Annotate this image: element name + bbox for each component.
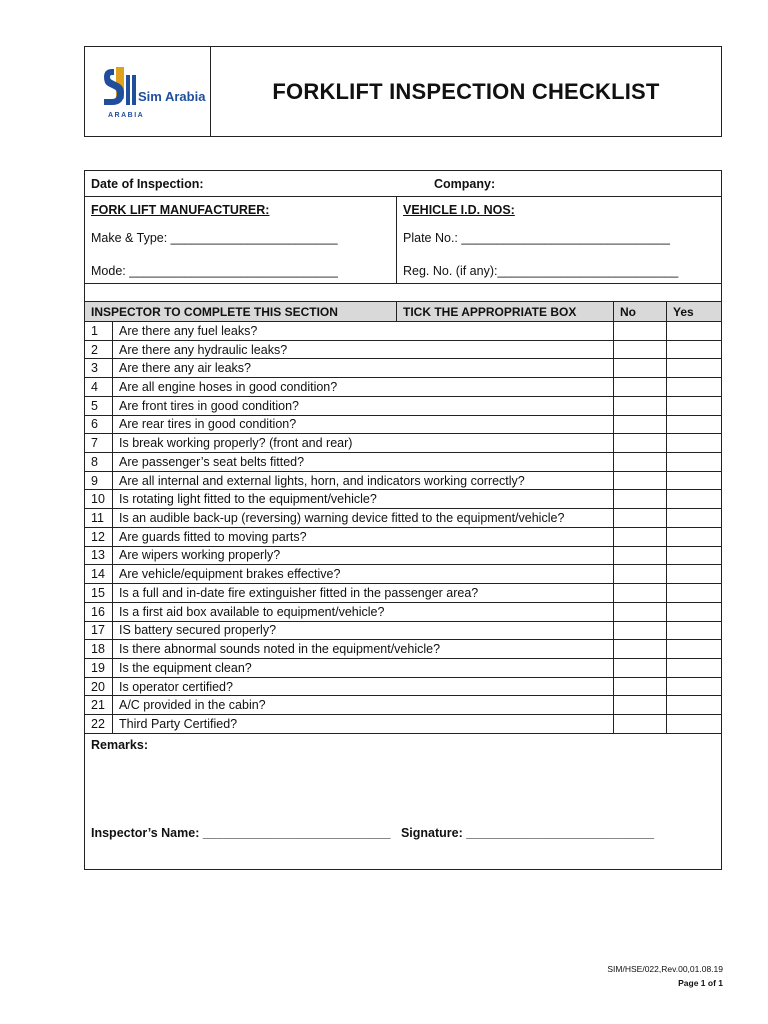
page-title: FORKLIFT INSPECTION CHECKLIST <box>272 78 660 104</box>
vehicle-id-section <box>397 197 721 283</box>
checklist-row <box>85 509 721 528</box>
yes-checkbox[interactable] <box>667 528 721 546</box>
checklist-row <box>85 416 721 435</box>
date-company-row <box>85 171 721 197</box>
sim-arabia-logo-icon <box>100 59 205 125</box>
question-text: Are passenger’s seat belts fitted? <box>113 453 614 471</box>
reg-no-field[interactable]: Reg. No. (if any):__________________________ <box>403 264 679 278</box>
yes-checkbox[interactable] <box>667 584 721 602</box>
question-text: Is a full and in-date fire extinguisher fitted in the passenger area? <box>113 584 614 602</box>
question-number: 3 <box>85 359 113 377</box>
question-text: Are all internal and external lights, horn, and indicators working correctly? <box>113 472 614 490</box>
no-checkbox[interactable] <box>614 359 667 377</box>
no-checkbox[interactable] <box>614 565 667 583</box>
no-checkbox[interactable] <box>614 528 667 546</box>
question-text: Is an audible back-up (reversing) warning device fitted to the equipment/vehicle? <box>113 509 614 527</box>
question-text: Are there any air leaks? <box>113 359 614 377</box>
question-number: 12 <box>85 528 113 546</box>
inspector-name-field[interactable]: Inspector’s Name: ___________________________ <box>91 825 391 840</box>
checklist-row <box>85 715 721 734</box>
no-checkbox[interactable] <box>614 659 667 677</box>
checklist-questions <box>85 322 721 734</box>
document-footer <box>607 962 723 990</box>
no-checkbox[interactable] <box>614 603 667 621</box>
signature-line <box>91 826 654 840</box>
question-text: Is a first aid box available to equipment/vehicle? <box>113 603 614 621</box>
plate-no-field[interactable]: Plate No.: ______________________________ <box>403 231 670 245</box>
question-number: 22 <box>85 715 113 733</box>
question-number: 6 <box>85 416 113 434</box>
checklist-row <box>85 453 721 472</box>
checklist-row <box>85 678 721 697</box>
question-text: Are wipers working properly? <box>113 547 614 565</box>
yes-checkbox[interactable] <box>667 640 721 658</box>
checklist-row <box>85 490 721 509</box>
checklist-row <box>85 603 721 622</box>
question-text: Is break working properly? (front and rear) <box>113 434 614 452</box>
yes-column-heading: Yes <box>673 304 694 319</box>
model-field[interactable]: Mode: ______________________________ <box>91 264 338 278</box>
no-checkbox[interactable] <box>614 397 667 415</box>
vehicle-id-heading: VEHICLE I.D. NOS: <box>403 203 515 217</box>
no-checkbox[interactable] <box>614 434 667 452</box>
checklist-row <box>85 359 721 378</box>
question-number: 7 <box>85 434 113 452</box>
checklist-row <box>85 322 721 341</box>
svg-text:Sim Arabia: Sim Arabia <box>137 88 205 104</box>
yes-checkbox[interactable] <box>667 715 721 733</box>
yes-checkbox[interactable] <box>667 622 721 640</box>
no-checkbox[interactable] <box>614 453 667 471</box>
checklist-row <box>85 378 721 397</box>
checklist-row <box>85 547 721 566</box>
yes-checkbox[interactable] <box>667 453 721 471</box>
inspector-section-heading: INSPECTOR TO COMPLETE THIS SECTION <box>85 302 397 321</box>
no-checkbox[interactable] <box>614 341 667 359</box>
question-text: Is the equipment clean? <box>113 659 614 677</box>
question-text: Is operator certified? <box>113 678 614 696</box>
question-number: 13 <box>85 547 113 565</box>
question-text: Are there any hydraulic leaks? <box>113 341 614 359</box>
no-checkbox[interactable] <box>614 584 667 602</box>
checklist-row <box>85 584 721 603</box>
yes-checkbox[interactable] <box>667 359 721 377</box>
no-checkbox[interactable] <box>614 696 667 714</box>
checklist-row <box>85 659 721 678</box>
yes-checkbox[interactable] <box>667 603 721 621</box>
question-text: Are vehicle/equipment brakes effective? <box>113 565 614 583</box>
document-reference: SIM/HSE/022,Rev.00,01.08.19 <box>607 964 723 974</box>
question-number: 5 <box>85 397 113 415</box>
document-header <box>84 46 722 137</box>
yes-checkbox[interactable] <box>667 659 721 677</box>
no-checkbox[interactable] <box>614 472 667 490</box>
no-checkbox[interactable] <box>614 509 667 527</box>
page-number: Page 1 of 1 <box>678 978 723 988</box>
question-number: 8 <box>85 453 113 471</box>
question-number: 18 <box>85 640 113 658</box>
company-logo <box>85 47 211 136</box>
yes-checkbox[interactable] <box>667 565 721 583</box>
checklist-row <box>85 640 721 659</box>
checklist-row <box>85 397 721 416</box>
question-number: 19 <box>85 659 113 677</box>
yes-checkbox[interactable] <box>667 472 721 490</box>
checklist-row <box>85 528 721 547</box>
remarks-section <box>85 734 721 869</box>
company-label[interactable]: Company: <box>434 176 496 191</box>
question-number: 4 <box>85 378 113 396</box>
no-checkbox[interactable] <box>614 322 667 340</box>
checklist-row <box>85 565 721 584</box>
yes-checkbox[interactable] <box>667 696 721 714</box>
manufacturer-vehicle-row <box>85 197 721 284</box>
manufacturer-heading: FORK LIFT MANUFACTURER: <box>91 203 270 217</box>
question-number: 9 <box>85 472 113 490</box>
no-checkbox[interactable] <box>614 416 667 434</box>
question-number: 14 <box>85 565 113 583</box>
yes-checkbox[interactable] <box>667 490 721 508</box>
checklist-header-row <box>85 302 721 322</box>
remarks-label[interactable]: Remarks: <box>91 737 148 752</box>
yes-checkbox[interactable] <box>667 378 721 396</box>
question-number: 15 <box>85 584 113 602</box>
checklist-row <box>85 622 721 641</box>
date-of-inspection-label[interactable]: Date of Inspection: <box>91 176 204 191</box>
yes-checkbox[interactable] <box>667 434 721 452</box>
checklist-row <box>85 341 721 360</box>
no-checkbox[interactable] <box>614 715 667 733</box>
question-text: Is rotating light fitted to the equipment/vehicle? <box>113 490 614 508</box>
no-checkbox[interactable] <box>614 490 667 508</box>
tick-box-heading: TICK THE APPROPRIATE BOX <box>397 302 614 321</box>
question-number: 10 <box>85 490 113 508</box>
checklist-row <box>85 472 721 491</box>
question-text: Are rear tires in good condition? <box>113 416 614 434</box>
question-text: IS battery secured properly? <box>113 622 614 640</box>
inspection-form <box>84 170 722 870</box>
question-text: A/C provided in the cabin? <box>113 696 614 714</box>
no-checkbox[interactable] <box>614 547 667 565</box>
question-number: 21 <box>85 696 113 714</box>
no-column-heading: No <box>614 302 667 321</box>
no-checkbox[interactable] <box>614 678 667 696</box>
question-number: 11 <box>85 509 113 527</box>
question-text: Third Party Certified? <box>113 715 614 733</box>
question-text: Are there any fuel leaks? <box>113 322 614 340</box>
make-type-field[interactable]: Make & Type: ________________________ <box>91 231 338 245</box>
question-number: 2 <box>85 341 113 359</box>
no-checkbox[interactable] <box>614 622 667 640</box>
yes-checkbox[interactable] <box>667 678 721 696</box>
yes-checkbox[interactable] <box>667 322 721 340</box>
yes-checkbox[interactable] <box>667 416 721 434</box>
signature-field[interactable]: Signature: ___________________________ <box>400 825 654 840</box>
yes-checkbox[interactable] <box>667 341 721 359</box>
question-text: Are all engine hoses in good condition? <box>113 378 614 396</box>
svg-text:ARABIA: ARABIA <box>107 111 144 119</box>
question-number: 1 <box>85 322 113 340</box>
question-number: 17 <box>85 622 113 640</box>
yes-checkbox[interactable] <box>667 509 721 527</box>
manufacturer-section <box>85 197 397 283</box>
checklist-row <box>85 696 721 715</box>
question-text: Are front tires in good condition? <box>113 397 614 415</box>
question-number: 16 <box>85 603 113 621</box>
yes-checkbox[interactable] <box>667 547 721 565</box>
yes-checkbox[interactable] <box>667 397 721 415</box>
question-text: Is there abnormal sounds noted in the equipment/vehicle? <box>113 640 614 658</box>
question-text: Are guards fitted to moving parts? <box>113 528 614 546</box>
question-number: 20 <box>85 678 113 696</box>
no-checkbox[interactable] <box>614 378 667 396</box>
checklist-row <box>85 434 721 453</box>
no-checkbox[interactable] <box>614 640 667 658</box>
